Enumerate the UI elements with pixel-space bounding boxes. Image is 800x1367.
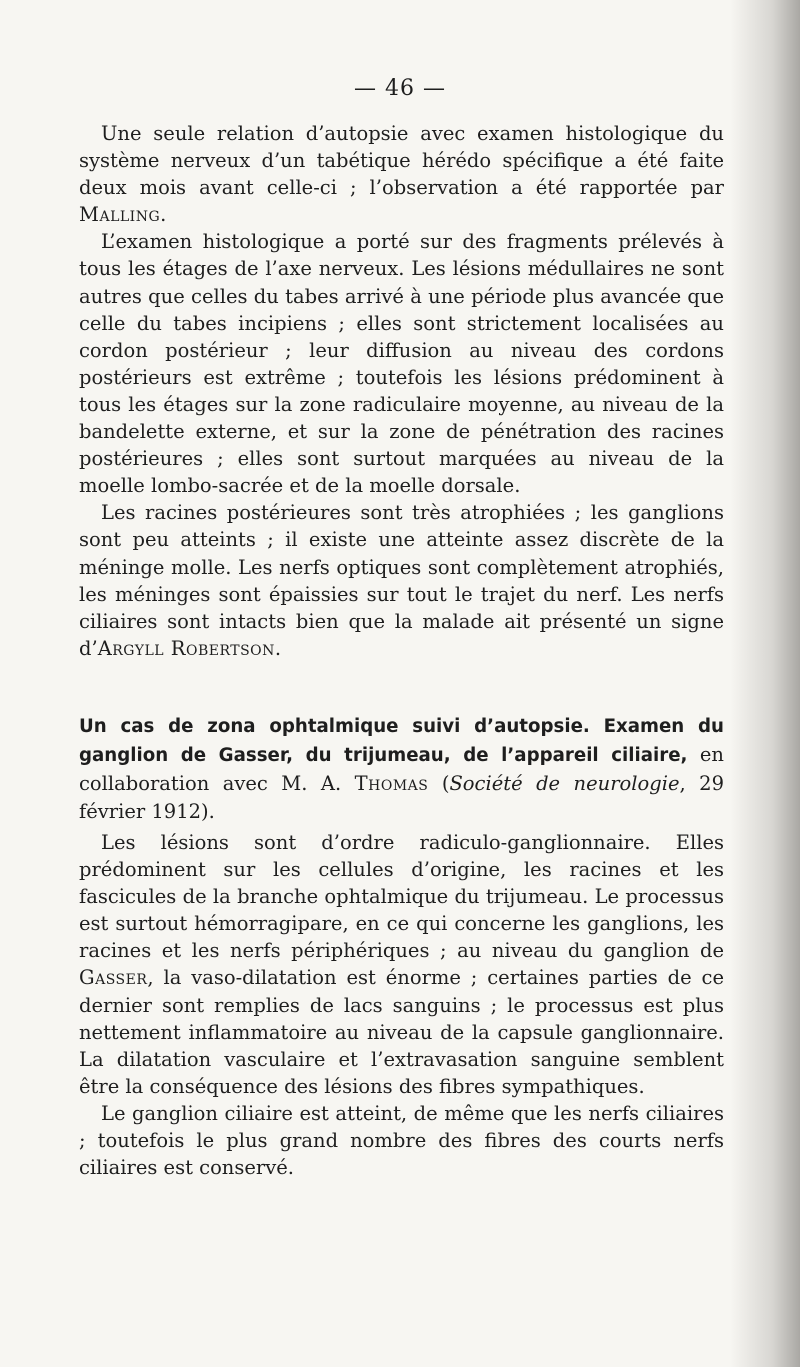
author-name: Argyll Robertson <box>97 636 275 660</box>
paragraph <box>79 829 724 1100</box>
page-number <box>0 76 800 101</box>
paragraph-text: . <box>274 636 282 660</box>
paragraph: Le ganglion ciliaire est atteint, de même que les nerfs ciliaires ; toutefois le plus grand nombre des fibres des courts nerfs ciliaires est conservé. <box>79 1101 724 1180</box>
section-zona-text <box>79 829 724 1181</box>
scan-shadow-edge <box>730 0 800 1367</box>
page-number-value: 46 <box>385 76 415 101</box>
page-number-dash-right: — <box>423 76 446 101</box>
paragraph <box>79 499 724 662</box>
reference-society: Société de neurologie <box>449 772 680 795</box>
author-name: Malling <box>79 203 161 227</box>
section-autopsy-text <box>79 120 724 662</box>
paragraph-text: Les racines postérieures sont très atrophiées ; les ganglions sont peu atteints ; il existe une atteinte assez discrète de la méninge molle. Les nerfs optiques sont complètement atrophiés, les méninges sont épaissies sur tout le trajet du nerf. Les nerfs ciliaires sont intacts bien que la malade ait présenté un signe d’ <box>79 501 724 660</box>
paragraph-text: , la vaso-dilatation est énorme ; certaines parties de ce dernier sont remplies de lacs sanguins ; le processus est plus nettement inflammatoire au niveau de la capsule ganglionnaire. La dilatation vasculaire et l’extravasation sanguine semblent être la conséquence des lésions des fibres sympathiques. <box>79 966 724 1098</box>
author-name: Gasser <box>79 966 148 990</box>
paragraph-text: . <box>160 203 167 227</box>
paragraph <box>79 120 724 228</box>
article-title: Un cas de zona ophtalmique suivi d’autopsie. Examen du ganglion de Gasser, du trijumeau, de l’appareil ciliaire, <box>79 716 724 766</box>
paragraph: L’examen histologique a porté sur des fragments prélevés à tous les étages de l’axe nerveux. Les lésions médullaires ne sont autres que celles du tabes arrivé à une période plus avancée que celle du tabes incipiens ; elles sont strictement localisées au cordon postérieur ; leur diffusion au niveau des cordons postérieurs est extrême ; toutefois les lésions prédominent à tous les étages sur la zone radiculaire moyenne, au niveau de la bandelette externe, et sur la zone de pénétration des racines postérieures ; elles sont surtout marquées au niveau de la moelle lombo-sacrée et de la moelle dorsale. <box>79 230 724 498</box>
page-number-dash-left: — <box>354 76 377 101</box>
reference-date: , 29 février 1912). <box>79 772 724 823</box>
article-collaboration: en collaboration avec M. A. <box>79 743 724 795</box>
collaborator-name: Thomas <box>354 772 429 795</box>
article-heading <box>79 712 724 826</box>
paragraph-text: Une seule relation d’autopsie avec examen histologique du système nerveux d’un tabétique hérédo spécifique a été faite deux mois avant celle-ci ; l’observation a été rapportée par <box>79 122 724 200</box>
paragraph-text: Les lésions sont d’ordre radiculo-ganglionnaire. Elles prédominent sur les cellules d’origine, les racines et les fascicules de la branche ophtalmique du trijumeau. Le processus est surtout hémorragipare, en ce qui concerne les ganglions, les racines et les nerfs périphériques ; au niveau du ganglion de <box>79 831 724 963</box>
reference-open: ( <box>428 772 450 795</box>
